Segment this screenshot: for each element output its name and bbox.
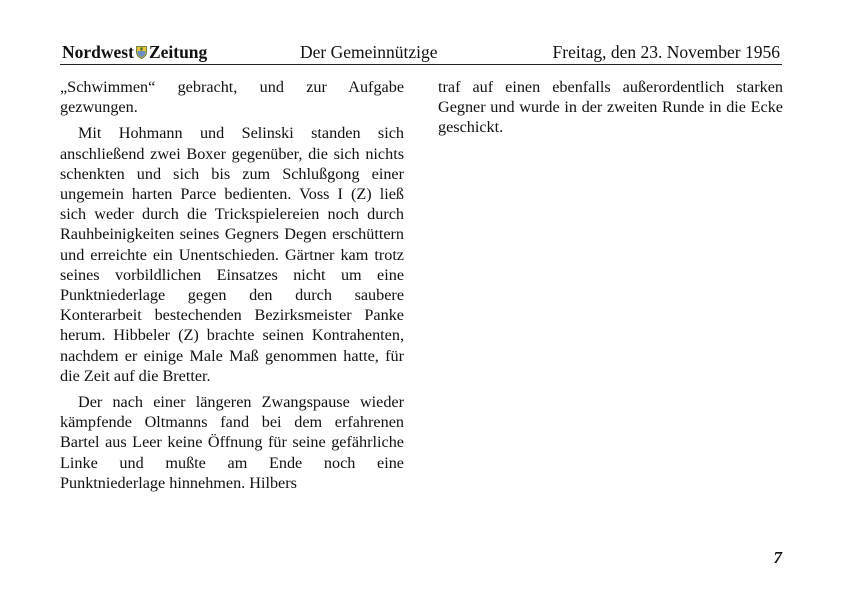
masthead-zeitung: Zeitung [148,42,208,62]
masthead [62,42,207,62]
masthead-nordwest: Nordwest [62,42,134,62]
page-number: 7 [773,548,782,567]
column-left [60,77,404,499]
paragraph: „Schwimmen“ gebracht, und zur Aufgabe gezwungen. [60,78,404,117]
page-header [60,42,782,65]
paragraph: Der nach einer längeren Zwangspause wieder kämpfende Oltmanns fand bei dem erfahrenen Bartel aus Leer keine Öffnung für seine gefährliche Linke und mußte am Ende noch eine Punktniederlage hinnehmen. Hilbers [60,393,404,492]
paragraph: Mit Hohmann und Selinski standen sich anschließend zwei Boxer gegenüber, die sich nichts schenkten und sich bis zum Schlußgong einer ungemein harten Parce bedienten. Voss I (Z) ließ sich weder durch die Trickspielereien noch durch Rauhbeinigkeiten seines Gegners Degen erschüttern und erreichte ein Unentschieden. Gärtner kam trotz seines vorbildlichen Einsatzes nicht um eine Punktniederlage gegen den durch saubere Konterarbeit bestechenden Bezirksmeister Panke herum. Hibbeler (Z) brachte seinen Kontrahenten, nachdem er einige Male Maß genommen hatte, für die Zeit auf die Bretter. [60,124,404,385]
issue-date: Freitag, den 23. November 1956 [552,42,780,62]
paragraph: traf auf einen ebenfalls außerordentlich starken Gegner und wurde in der zweiten Runde in die Ecke geschickt. [438,78,783,137]
column-right [438,77,783,144]
crest-icon [136,46,147,59]
section-title: Der Gemeinnützige [300,42,438,62]
